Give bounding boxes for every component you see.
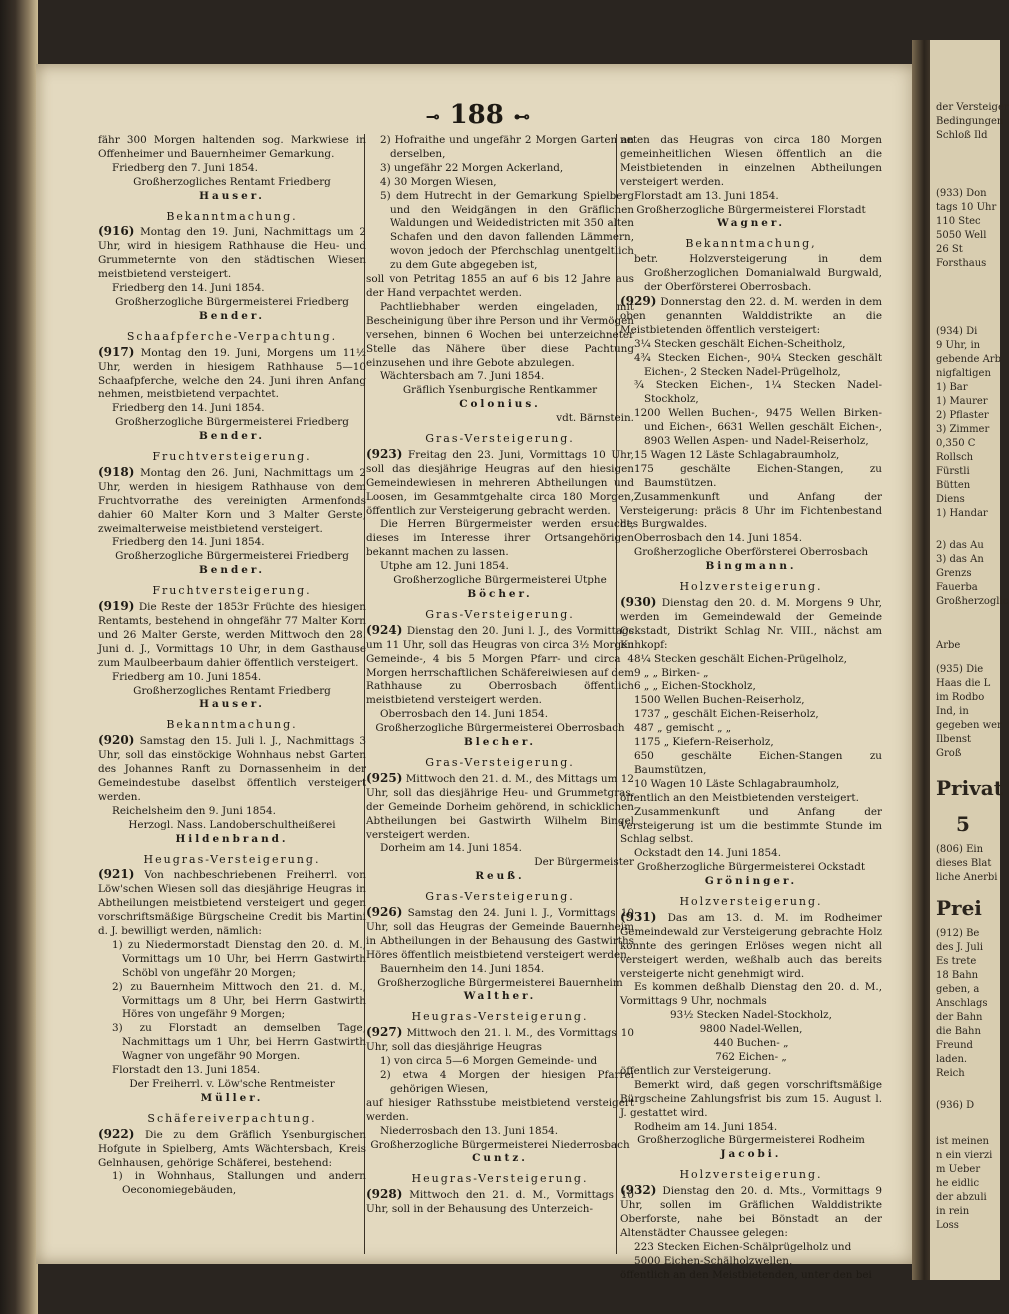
notice-number: (927)	[366, 1025, 403, 1040]
list-item: 15 Wagen 12 Läste Schlagabraumholz,	[634, 448, 840, 461]
ornament-right-icon: ⊷	[513, 106, 530, 126]
list-item: 5) dem Hutrecht in der Gemarkung Spielberg und den Weidgängen in den Gräflichen Waldungen und Weidedistricten mit 350 alten Schafen und den davon fallenden Lämmern, wovon jedoch der Pferchschlag unentgeltlich zu dem Gute abgegeben ist,	[380, 189, 634, 272]
notice-date: Ockstadt den 14. Juni 1854.	[634, 847, 782, 860]
notice-date: Dorheim am 14. Juni 1854.	[380, 842, 522, 855]
fragment-text: 2) Pflaster	[936, 410, 989, 421]
list-item: 5000 Eichen-Schälholzwellen,	[634, 1254, 793, 1267]
fragment-text: der Versteiger	[936, 102, 1009, 113]
list-item: 1500 Wellen Buchen-Reiserholz,	[634, 694, 805, 707]
notice-number: (929)	[620, 293, 657, 308]
notice-number: (931)	[620, 909, 657, 924]
notice-heading: Holzversteigerung.	[679, 1168, 823, 1182]
notice-text: Zusammenkunft und Anfang der Versteigerung ist um die bestimmte Stunde im Schlag selbst.	[620, 805, 882, 846]
fragment-heading: Prei	[936, 896, 982, 920]
list-item: 2) etwa 4 Morgen der hiesigen Pfarrei gehörigen Wiesen,	[380, 1069, 634, 1095]
fragment-text: (934) Di	[936, 326, 978, 337]
notice-number: (921)	[98, 867, 135, 882]
notice-date: Niederrosbach den 13. Juni 1854.	[380, 1124, 559, 1137]
notice-signature: Cuntz.	[472, 1152, 528, 1165]
notice-text: Donnerstag den 22. d. M. werden in dem oben genannten Walddistrikte an die Meistbietenden öffentlich versteigert:	[620, 295, 882, 336]
fragment-text: n ein vierzi	[936, 1150, 993, 1161]
fragment-text: 5050 Well	[936, 230, 987, 241]
notice-text: Mittwoch den 21. d. M., Vormittags 10 Uhr, soll in der Behausung des Unterzeich-	[366, 1189, 634, 1216]
notice-heading: Fruchtversteigerung.	[152, 450, 312, 464]
notice-number: (925)	[366, 770, 403, 785]
fragment-text: 2) das Au	[936, 540, 984, 551]
notice-text: öffentlich zur Versteigerung.	[620, 1064, 772, 1077]
notice-signature: Hauser.	[199, 698, 265, 711]
list-item: ¾ Stecken Eichen-, 1¼ Stecken Nadel-Stockholz,	[634, 379, 882, 406]
notice-authority: Großherzogliche Oberförsterei Oberrosbach	[633, 546, 869, 559]
notice-authority: Großherzogliches Rentamt Friedberg	[133, 175, 331, 188]
notice-text: Es kommen deßhalb Dienstag den 20. d. M., Vormittags 9 Uhr, nochmals	[620, 981, 882, 1008]
fragment-text: Bütten	[936, 480, 971, 491]
list-item: 1) in Wohnhaus, Stallungen und andern Oeconomiegebäuden,	[112, 1170, 366, 1197]
fragment-text: he eidlic	[936, 1178, 980, 1189]
fragment-text: 1) Maurer	[936, 396, 988, 407]
notice-number: (918)	[98, 464, 135, 479]
notice-date: Friedberg den 14. Juni 1854.	[112, 282, 265, 295]
fragment-text: 18 Bahn	[936, 970, 979, 981]
notice-authority: Herzogl. Nass. Landoberschultheißerei	[128, 818, 336, 831]
fragment-heading: Privat	[936, 776, 1003, 800]
notice-authority: Großherzogliche Bürgermeisterei Rodheim	[637, 1134, 865, 1147]
fragment-text: Grenzs	[936, 568, 972, 579]
fragment-text: Freund	[936, 1040, 973, 1051]
notice-number: (919)	[98, 599, 135, 614]
notice-authority: Der Bürgermeister	[534, 856, 634, 869]
fragment-text: Loss	[936, 1220, 959, 1231]
notice-signature: Blecher.	[464, 736, 536, 749]
list-item: 6 „ „ Eichen-Stockholz,	[634, 680, 756, 693]
list-item: 3) zu Florstadt an demselben Tage, Nachmittags um 1 Uhr, bei Herrn Gastwirth Wagner von ungefähr 90 Morgen.	[112, 1022, 366, 1063]
fragment-text: Rollsch	[936, 452, 974, 463]
notice-text: Mittwoch den 21. l. M., des Vormittags 10 Uhr, soll das diesjährige Heugras	[366, 1027, 634, 1054]
notice-text: öffentlich an den Meistbietenden, unter den bei	[620, 1268, 872, 1281]
notice-date: Oberrosbach den 14. Juni 1854.	[634, 532, 803, 545]
fragment-text: Großherzoglic	[936, 596, 1009, 607]
notice-text: auf hiesiger Rathsstube meistbietend versteigert werden.	[366, 1096, 634, 1123]
notice-signature: Hildenbrand.	[175, 832, 289, 845]
notice-authority: Großherzogliche Bürgermeisterei Ockstadt	[636, 861, 866, 874]
notice-signature: Bingmann.	[705, 560, 797, 573]
notice-date: Friedberg den 14. Juni 1854.	[112, 536, 265, 549]
list-item: 4¾ Stecken Eichen-, 90¼ Stecken geschält Eichen-, 2 Stecken Nadel-Prügelholz,	[634, 351, 882, 378]
notice-text: Bemerkt wird, daß gegen vorschriftsmäßige Bürgscheine Zahlungsfrist bis zum 15. August l. J. gestattet wird.	[620, 1078, 882, 1119]
notice-heading: Holzversteigerung.	[679, 895, 823, 909]
notice-text: öffentlich an den Meistbietenden versteigert.	[620, 791, 859, 804]
notice-number: (922)	[98, 1126, 135, 1141]
notice-date: Rodheim am 14. Juni 1854.	[634, 1120, 778, 1133]
notice-authority: Großherzogliche Bürgermeisterei Oberrosbach	[375, 722, 625, 735]
fragment-heading: 5	[956, 812, 970, 836]
notice-text: Montag den 19. Juni, Morgens um 11½ Uhr, werden in hiesigem Rathhause 5—10 Schaafpferche, welche den 24. Juni ihren Anfang nehmen, meistbietend verpachtet.	[98, 346, 366, 401]
notice-heading: Bekanntmachung.	[166, 209, 298, 223]
notice-signature: Bender.	[199, 309, 265, 322]
fragment-text: des J. Juli	[936, 942, 984, 953]
notice-authority: Großherzogliche Bürgermeisterei Friedberg	[115, 550, 349, 563]
fragment-text: Fauerba	[936, 582, 978, 593]
fragment-text: Ind, in	[936, 706, 969, 717]
notice-signature: Bender.	[199, 564, 265, 577]
notice-signature: Böcher.	[467, 588, 533, 600]
notice-date: Friedberg den 7. Juni 1854.	[112, 161, 258, 174]
list-item: 2) Hofraithe und ungefähr 2 Morgen Garten an derselben,	[380, 134, 634, 160]
list-item: 175 geschälte Eichen-Stangen, zu Baumstützen.	[634, 462, 882, 489]
intro-text: fähr 300 Morgen haltenden sog. Markwiese in Offenheimer und Bauernheimer Gemarkung.	[98, 134, 366, 160]
notice-authority: Großherzogliche Bürgermeisterei Friedberg	[115, 416, 349, 429]
notice-signature: Müller.	[200, 1091, 264, 1104]
fragment-text: Diens	[936, 494, 965, 505]
notice-number: (920)	[98, 733, 135, 748]
list-item: 1200 Wellen Buchen-, 9475 Wellen Birken- und Eichen-, 6631 Wellen geschält Eichen-, 8903 Wellen Aspen- und Nadel-Reiserholz,	[634, 407, 882, 448]
notice-text: Samstag den 24. Juni l. J., Vormittags 10 Uhr, soll das Heugras der Gemeinde Bauernheim in Abtheilungen in der Behausung des Gastwirths Höres öffentlich meistbietend versteigert werden.	[366, 907, 634, 961]
left-page	[36, 64, 920, 1281]
list-item: 93½ Stecken Nadel-Stockholz,	[670, 1009, 832, 1022]
notice-heading: Bekanntmachung,	[685, 237, 817, 251]
list-item: 1) von circa 5—6 Morgen Gemeinde- und	[380, 1055, 598, 1068]
notice-text: Dienstag den 20. d. Mts., Vormittags 9 Uhr, sollen im Gräflichen Walddistrikte Oberforste, nahe bei Bönstadt an der Altenstädter Chaussee gelegen:	[620, 1185, 882, 1239]
notice-date: Reichelsheim den 9. Juni 1854.	[112, 804, 276, 817]
list-item: 1) zu Niedermorstadt Dienstag den 20. d. M., Vormittags um 10 Uhr, bei Herrn Gastwirth Schöbl von ungefähr 20 Morgen;	[112, 938, 366, 979]
fragment-text: laden.	[936, 1054, 968, 1065]
fragment-text: 3) Zimmer	[936, 424, 990, 435]
notice-text: Die Herren Bürgermeister werden ersucht, dieses im Interesse ihrer Ortsangehörigen bekannt machen zu lassen.	[366, 518, 634, 559]
fragment-text: Bedingungen	[936, 116, 1004, 127]
fragment-text: der Bahn	[936, 1012, 983, 1023]
notice-text: Dienstag den 20. Juni l. J., des Vormittags um 11 Uhr, soll das Heugras von circa 3½ Morgen Gemeinde-, 4 bis 5 Morgen Pfarr- und circa 4 Morgen herrschaftlichen Schäfereiwiesen auf dem Rathhause zu Oberrosbach öffentlich meistbietend versteigert werden.	[366, 624, 635, 707]
notice-date: Wächtersbach am 7. Juni 1854.	[380, 370, 545, 383]
notice-authority: Der Freiherrl. v. Löw'sche Rentmeister	[129, 1078, 335, 1090]
notice-date: Friedberg den 14. Juni 1854.	[112, 402, 265, 415]
list-item: 9800 Nadel-Wellen,	[699, 1023, 803, 1036]
fragment-text: tags 10 Uhr	[936, 202, 997, 213]
notice-date: Florstadt am 13. Juni 1854.	[634, 189, 779, 202]
notice-text: Von nachbeschriebenen Freiherrl. von Löw'schen Wiesen soll das diesjährige Heugras in Abtheilungen meistbietend versteigert und gegen vorschriftsmäßige Bürgscheine Credit bis Martini d. J. bewilligt werden, nämlich:	[98, 869, 366, 938]
list-item: 8¼ Stecken geschält Eichen-Prügelholz,	[634, 652, 847, 665]
notice-text: Montag den 26. Juni, Nachmittags um 2 Uhr, werden in hiesigem Rathhause von dem Fruchtvorrathe des vereinigten Armenfonds dahier 60 Malter Korn und 3 Malter Gerste, zweimalterweise meistbietend versteigert.	[98, 466, 366, 535]
notice-number: (926)	[366, 905, 403, 920]
fragment-text: (806) Ein	[936, 844, 984, 855]
notice-heading: Heugras-Versteigerung.	[143, 852, 321, 866]
fragment-text: Reich	[936, 1068, 965, 1079]
fragment-text: (933) Don	[936, 188, 987, 199]
notice-heading: Schaafpferche-Verpachtung.	[126, 329, 338, 343]
notice-text: Freitag den 23. Juni, Vormittags 10 Uhr, soll das diesjährige Heugras auf den hiesigen Gemeindewiesen in mehreren Abtheilungen und Loosen, im Gesammtgehalte circa 180 Morgen, öffentlich zur Versteigerung gebracht werden.	[366, 448, 634, 517]
fragment-text: (935) Die	[936, 664, 984, 675]
notice-signature: Walther.	[463, 990, 537, 1003]
list-item: 10 Wagen 10 Läste Schlagabraumholz,	[634, 777, 840, 790]
column-1	[98, 134, 366, 1198]
notice-heading: Gras-Versteigerung.	[425, 607, 575, 621]
list-item: 1175 „ Kiefern-Reiserholz,	[634, 736, 774, 749]
list-item: 1737 „ geschält Eichen-Reiserholz,	[634, 708, 819, 721]
fragment-text: Groß	[936, 748, 962, 759]
page-header	[36, 100, 920, 130]
fragment-text: Forsthaus	[936, 258, 987, 269]
page-number: 188	[449, 100, 504, 130]
notice-date: Florstadt den 13. Juni 1854.	[112, 1064, 261, 1077]
fragment-text: Anschlags	[936, 998, 988, 1009]
notice-date: Utphe am 12. Juni 1854.	[380, 560, 509, 573]
fragment-text: (912) Be	[936, 928, 980, 939]
fragment-text: gegeben wer	[936, 720, 1002, 731]
notice-number: (924)	[366, 622, 403, 637]
notice-number: (916)	[98, 224, 135, 239]
notice-heading: Gras-Versteigerung.	[425, 432, 575, 446]
notice-authority: Großherzogliche Bürgermeisterei Friedberg	[115, 295, 349, 308]
fragment-text: gebende Arb	[936, 354, 1001, 365]
ornament-left-icon: ⊸	[426, 106, 440, 126]
list-item: 762 Eichen- „	[715, 1051, 787, 1063]
notice-heading: Gras-Versteigerung.	[425, 890, 575, 904]
notice-number: (928)	[366, 1187, 403, 1202]
notice-signature: Jacobi.	[720, 1148, 782, 1161]
fragment-text: 0,350 C	[936, 438, 976, 449]
book-edge	[0, 0, 38, 1314]
fragment-text: Fürstli	[936, 466, 970, 477]
fragment-text: 110 Stec	[936, 216, 981, 227]
fragment-text: in rein	[936, 1206, 970, 1217]
fragment-text: 3) das An	[936, 554, 984, 565]
notice-text: Mittwoch den 21. d. M., des Mittags um 12 Uhr, soll das diesjährige Heu- und Grummetgras, der Gemeinde Dorheim gehörend, in schicklichen Abtheilungen bei Gastwirth Wilhelm Bingel versteigert werden.	[366, 772, 634, 841]
fragment-text: der abzuli	[936, 1192, 987, 1203]
notice-subheading: betr. Holzversteigerung in dem Großherzoglichen Domanialwald Burgwald, der Oberförsterei Oberrosbach.	[634, 253, 882, 294]
fragment-text: Arbe	[936, 640, 961, 651]
notice-authority: Großherzogliche Bürgermeisterei Utphe	[393, 574, 607, 587]
fragment-text: geben, a	[936, 984, 980, 995]
list-item: 9 „ „ Birken- „	[634, 666, 709, 679]
notice-signature: Reuß.	[475, 870, 525, 883]
fragment-text: Haas die L	[936, 678, 991, 689]
column-3	[620, 134, 882, 1283]
fragment-text: im Rodbo	[936, 692, 985, 703]
fragment-text: 1) Handar	[936, 508, 988, 519]
notice-signature: Wagner.	[716, 217, 786, 230]
list-item: 650 geschälte Eichen-Stangen zu Baumstützen,	[634, 749, 882, 776]
fragment-text: Schloß Ild	[936, 130, 988, 141]
notice-text: Montag den 19. Juni, Nachmittags um 2 Uhr, wird in hiesigem Rathhause die Heu- und Grummeternte von den städtischen Wiesen meistbietend versteigert.	[98, 226, 366, 281]
notice-date: Oberrosbach den 14. Juni 1854.	[380, 708, 549, 721]
notice-countersign: vdt. Bärnstein.	[556, 412, 634, 425]
notice-signature: Bender.	[199, 430, 265, 443]
notice-authority: Großherzogliche Bürgermeisterei Niederrosbach	[370, 1138, 630, 1151]
notice-authority: Großherzogliche Bürgermeisterei Bauernheim	[377, 976, 623, 989]
notice-authority: Großherzogliches Rentamt Friedberg	[133, 684, 331, 697]
notice-heading: Gras-Versteigerung.	[425, 755, 575, 769]
fragment-text: die Bahn	[936, 1026, 981, 1037]
notice-text: Dienstag den 20. d. M. Morgens 9 Uhr, werden im Gemeindewald der Gemeinde Ockstadt, Distrikt Schlag Nr. VIII., nächst am Kuhkopf:	[620, 597, 882, 651]
notice-text: Die Reste der 1853r Früchte des hiesigen Rentamts, bestehend in ohngefähr 77 Malter Korn und 26 Malter Gerste, werden Mittwoch den 28. Juni d. J., Vormittags 10 Uhr, in dem Gasthause zum Maulbeerbaum dahier öffentlich versteigert.	[98, 601, 366, 669]
notice-heading: Fruchtversteigerung.	[152, 584, 312, 598]
notice-text: Pachtliebhaber werden eingeladen, mit Bescheinigung über ihre Person und ihr Vermögen versehen, binnen 6 Wochen bei unterzeichneter Stelle das Nähere über diese Pachtung einzusehen und ihre Gebote abzulegen.	[366, 300, 634, 369]
notice-heading: Bekanntmachung.	[166, 718, 298, 732]
notice-signature: Gröninger.	[704, 875, 798, 888]
fragment-text: nigfaltigen	[936, 368, 991, 379]
list-item: 4) 30 Morgen Wiesen,	[380, 175, 497, 188]
notice-text: Die zu dem Gräflich Ysenburgischen Hofgute in Spielberg, Amts Wächtersbach, Kreis Gelnhausen, gehörige Schäferei, bestehend:	[98, 1128, 366, 1169]
list-item: 3) ungefähr 22 Morgen Ackerland,	[380, 161, 564, 174]
fragment-text: 9 Uhr, in	[936, 340, 981, 351]
notice-text: Das am 13. d. M. im Rodheimer Gemeindewald zur Versteigerung gebrachte Holz konnte des geringen Erlöses wegen nicht all versteigert werden, weßhalb auch das bereits versteigerte nicht genehmigt wird.	[620, 911, 883, 980]
notice-signature: Colonius.	[459, 398, 541, 411]
notice-text: Zusammenkunft und Anfang der Versteigerung: präcis 8 Uhr im Fichtenbestand des Burgwaldes.	[620, 490, 882, 531]
notice-text: soll von Petritag 1855 an auf 6 bis 12 Jahre aus der Hand verpachtet werden.	[366, 273, 634, 299]
notice-heading: Heugras-Versteigerung.	[411, 1010, 589, 1024]
fragment-text: dieses Blat	[936, 858, 992, 869]
fragment-text: liche Anerbi	[936, 872, 998, 883]
list-item: 487 „ gemischt „ „	[634, 722, 732, 735]
list-item: 2) zu Bauernheim Mittwoch den 21. d. M., Vormittags um 8 Uhr, bei Herrn Gastwirth Höres von ungefähr 9 Morgen;	[112, 980, 366, 1021]
fragment-text: ist meinen	[936, 1136, 989, 1147]
fragment-text: 1) Bar	[936, 382, 968, 393]
fragment-text: m Ueber	[936, 1164, 981, 1175]
notice-date: Friedberg am 10. Juni 1854.	[112, 670, 262, 683]
fragment-text: Es trete	[936, 956, 977, 967]
notice-text: Samstag den 15. Juli l. J., Nachmittags 3 Uhr, soll das einstöckige Wohnhaus nebst Garten des Johannes Ranft zu Dornassenheim in der Gemeindestube daselbst öffentlich versteigert werden.	[98, 735, 366, 803]
list-item: 3¼ Stecken geschält Eichen-Scheitholz,	[634, 337, 846, 350]
notice-number: (923)	[366, 446, 403, 461]
notice-heading: Heugras-Versteigerung.	[411, 1172, 589, 1186]
list-item: 440 Buchen- „	[713, 1037, 789, 1050]
notice-heading: Holzversteigerung.	[679, 580, 823, 594]
notice-number: (917)	[98, 344, 135, 359]
notice-number: (930)	[620, 595, 657, 609]
right-page-fragment	[930, 40, 1009, 1280]
notice-heading: Schäfereiverpachtung.	[147, 1111, 317, 1125]
notice-date: Bauernheim den 14. Juni 1854.	[380, 962, 545, 975]
notice-authority: Großherzogliche Bürgermeisterei Florstadt	[636, 203, 866, 216]
notice-number: (932)	[620, 1183, 657, 1198]
fragment-text: Ilbenst	[936, 734, 972, 745]
fragment-text: (936) D	[936, 1100, 975, 1111]
list-item: 223 Stecken Eichen-Schälprügelholz und	[634, 1240, 852, 1253]
fragment-text: 26 St	[936, 244, 963, 255]
notice-text: neten das Heugras von circa 180 Morgen gemeinheitlichen Wiesen öffentlich an die Meistbietenden in einzelnen Abtheilungen versteigert werden.	[620, 134, 882, 188]
notice-signature: Hauser.	[199, 189, 265, 202]
column-2	[366, 134, 634, 1217]
notice-authority: Gräflich Ysenburgische Rentkammer	[402, 384, 598, 397]
